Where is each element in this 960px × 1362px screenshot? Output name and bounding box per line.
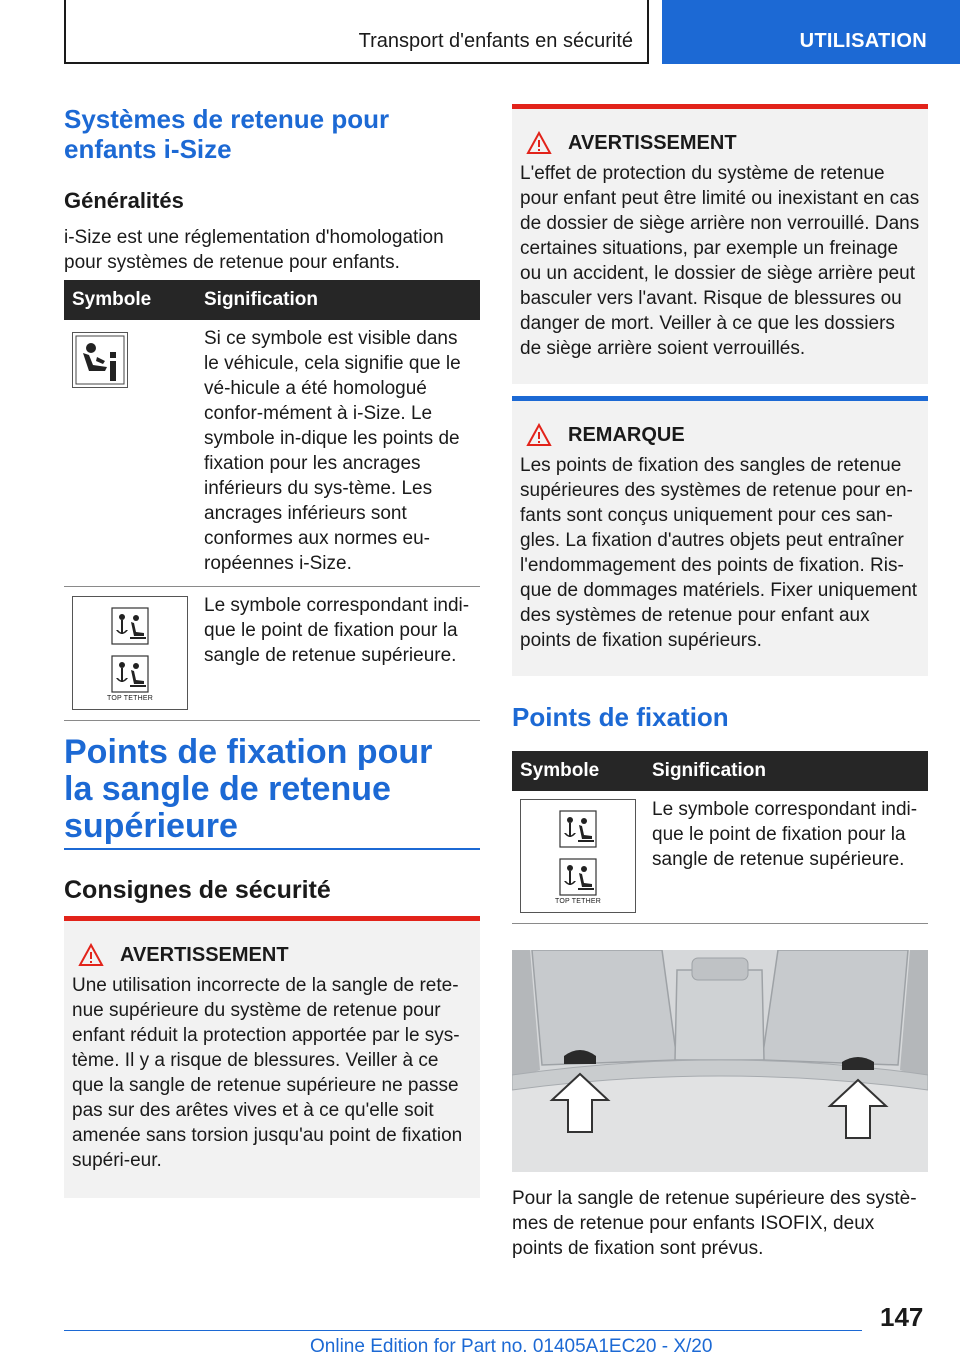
top-tether-label: TOP TETHER [107,695,153,702]
subsection-title-safety: Consignes de sécurité [64,876,331,904]
warning-text: Une utilisation incorrecte de la sangle de rete-nue supérieure du système de retenue pour enfant réduit la protection apportée par le sys-tème. Il y a risque de blessures. Veiller à ce que la sangle de retenue supérieure ne passe pas sur des arêtes vives et à ce qu'elle soit amenée sans torsion jusqu'au point de fixation supéri-eur. [72,975,463,1171]
header-section-title: Transport d'enfants en sécurité [358,30,633,52]
section-divider [64,848,480,850]
subsection-title-general: Généralités [64,188,184,213]
note-label: REMARQUE [568,423,685,446]
warning-text: L'effet de protection du système de retenue pour enfant peut être limité ou inexistant en cas de dossier de siège arrière non verrouillé. Dans certaines situations, par exemple un freinage ou un accident, le dossier de siège arrière peut basculer vers l'avant. Risque de blessures ou danger de mort. Veiller à ce que les dossiers de siège arrière soient verrouillés. [520,163,920,359]
section-title-isize: Systèmes de retenue pour enfants i-Size [64,104,390,164]
notice-triangle-icon [526,423,552,447]
top-tether-anchor-icon [72,596,188,710]
section-title-anchor-points: Points de fixation [512,702,729,732]
note-box [512,396,928,676]
warning-box [64,916,480,1198]
warning-triangle-icon [78,943,104,967]
warning-label: AVERTISSEMENT [120,943,289,966]
table-header-symbol: Symbole [64,280,196,320]
note-text: Les points de fixation des sangles de retenue supérieures des systèmes de retenue pour en-fants sont conçus uniquement pour ces san-gles. La fixation d'autres objets peut entraîner l'endommagement des points de fixation. Ris-que de dommages matériels. Fixer uniquement des systèmes de retenue pour enfant aux points de fixation supérieurs. [520,455,918,651]
rear-seat-anchor-photo [512,950,928,1172]
table-header-meaning: Signification [644,751,928,791]
header-chapter-tab [662,0,960,64]
symbol-table-anchor [512,751,928,924]
footer-divider [64,1330,862,1331]
top-tether-anchor-icon [520,799,636,913]
symbol-table-isize [64,280,480,721]
top-tether-label: TOP TETHER [555,898,601,905]
table-cell-meaning: Le symbole correspondant indi-que le point de fixation pour la sangle de retenue supérieure. [196,587,480,721]
table-row [512,791,928,924]
table-header-symbol: Symbole [512,751,644,791]
header-chapter-title: UTILISATION [799,30,927,52]
isize-child-seat-icon [72,332,128,388]
intro-paragraph: i-Size est une réglementation d'homologation pour systèmes de retenue pour enfants. [64,227,444,273]
table-cell-meaning: Le symbole correspondant indi-que le point de fixation pour la sangle de retenue supérieure. [644,791,928,924]
table-row [64,587,480,721]
warning-triangle-icon [526,131,552,155]
table-header-meaning: Signification [196,280,480,320]
page-number: 147 [880,1302,924,1332]
table-cell-meaning: Si ce symbole est visible dans le véhicule, cela signifie que le vé-hicule a été homologué confor-mément à i-Size. Le symbole in-dique les points de fixation pour les ancrages inférieurs du sys-tème. Les ancrages inférieurs sont conformes aux normes eu-ropéennes i-Size. [196,320,480,587]
warning-box [512,104,928,384]
header-section-tab [64,0,649,64]
warning-label: AVERTISSEMENT [568,131,737,154]
footer-edition: Online Edition for Part no. 01405A1EC20 - X/20 [310,1336,713,1357]
table-row [64,320,480,587]
section-title-top-tether: Points de fixation pour la sangle de retenue supérieure [64,733,433,845]
photo-caption: Pour la sangle de retenue supérieure des systè-mes de retenue pour enfants ISOFIX, deux points de fixation sont prévus. [512,1188,917,1259]
